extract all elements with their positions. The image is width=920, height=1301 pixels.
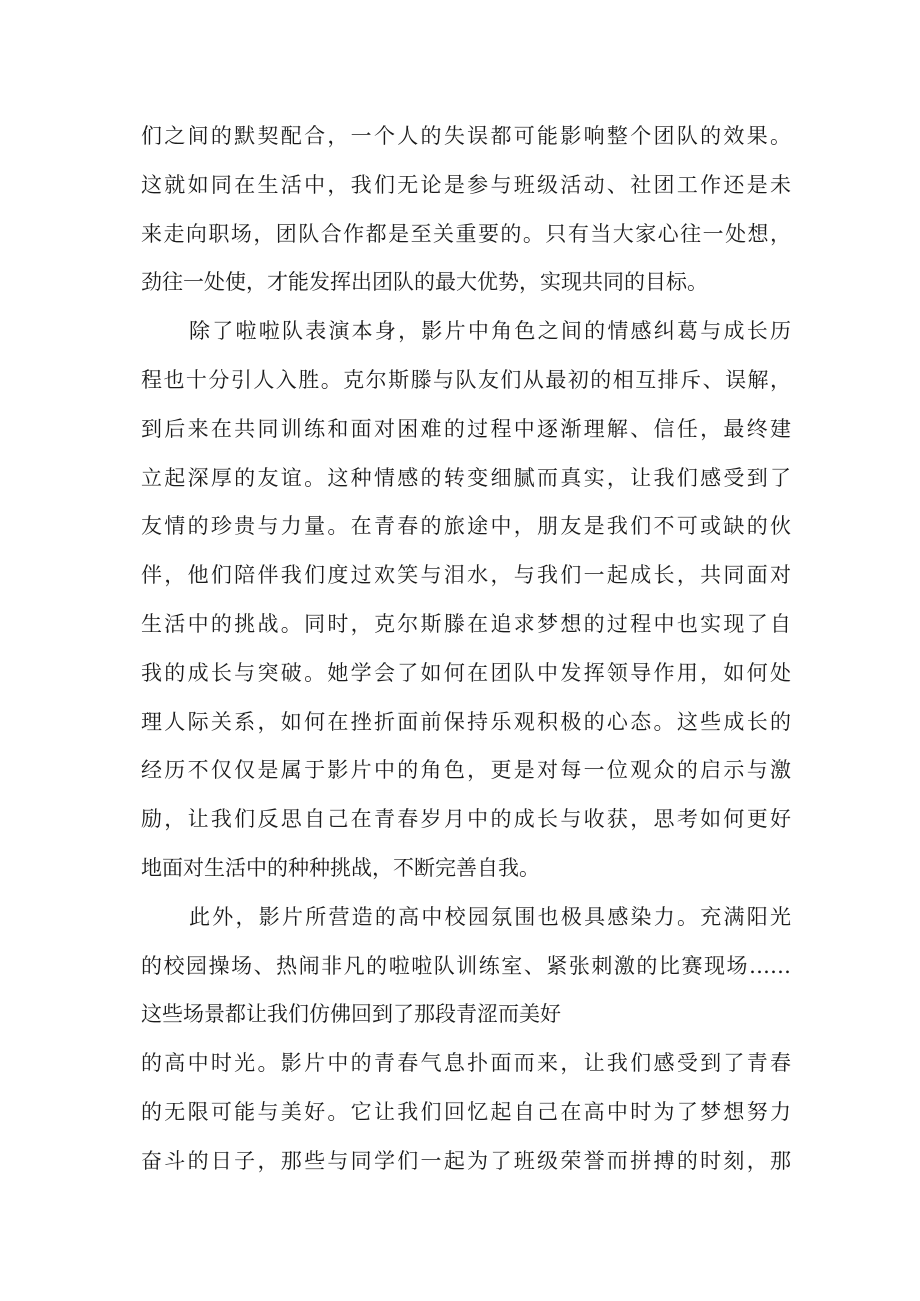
text-line-9: 友情的珍贵与力量。在青春的旅途中，朋友是我们不可或缺的伙: [141, 514, 791, 538]
text-line-20: 的高中时光。影片中的青春气息扑面而来，让我们感受到了青春: [141, 1051, 791, 1075]
text-line-14: 经历不仅仅是属于影片中的角色，更是对每一位观众的启示与激: [141, 758, 791, 782]
text-line-22: 奋斗的日子，那些与同学们一起为了班级荣誉而拼搏的时刻，那: [141, 1149, 791, 1173]
text-line-12: 我的成长与突破。她学会了如何在团队中发挥领导作用，如何处: [141, 661, 791, 685]
text-line-4: 劲往一处使，才能发挥出团队的最大优势，实现共同的目标。: [141, 270, 708, 294]
paragraph-3-first-line: 此外，影片所营造的高中校园氛围也极具感染力。充满阳光: [189, 905, 791, 929]
text-line-6: 程也十分引人入胜。克尔斯滕与队友们从最初的相互排斥、误解，: [141, 368, 791, 392]
text-line-13: 理人际关系，如何在挫折面前保持乐观积极的心态。这些成长的: [141, 710, 791, 734]
text-line-21: 的无限可能与美好。它让我们回忆起自己在高中时为了梦想努力: [141, 1100, 791, 1124]
paragraph-2-first-line: 除了啦啦队表演本身，影片中角色之间的情感纠葛与成长历: [189, 319, 791, 343]
text-line-15: 励，让我们反思自己在青春岁月中的成长与收获，思考如何更好: [141, 807, 791, 831]
text-line-2: 这就如同在生活中，我们无论是参与班级活动、社团工作还是未: [141, 173, 791, 197]
text-line-11: 生活中的挑战。同时，克尔斯滕在追求梦想的过程中也实现了自: [141, 612, 791, 636]
text-line-8: 立起深厚的友谊。这种情感的转变细腻而真实，让我们感受到了: [141, 466, 791, 490]
text-line-19: 这些场景都让我们仿佛回到了那段青涩而美好: [141, 1002, 561, 1026]
text-line-10: 伴，他们陪伴我们度过欢笑与泪水，与我们一起成长，共同面对: [141, 563, 791, 587]
text-line-18: 的校园操场、热闹非凡的啦啦队训练室、紧张刺激的比赛现场……: [141, 954, 791, 978]
text-line-1: 们之间的默契配合，一个人的失误都可能影响整个团队的效果。: [141, 124, 791, 148]
text-line-7: 到后来在共同训练和面对困难的过程中逐渐理解、信任，最终建: [141, 417, 791, 441]
text-line-16: 地面对生活中的种种挑战，不断完善自我。: [141, 856, 540, 880]
text-line-3: 来走向职场，团队合作都是至关重要的。只有当大家心往一处想，: [141, 222, 791, 246]
